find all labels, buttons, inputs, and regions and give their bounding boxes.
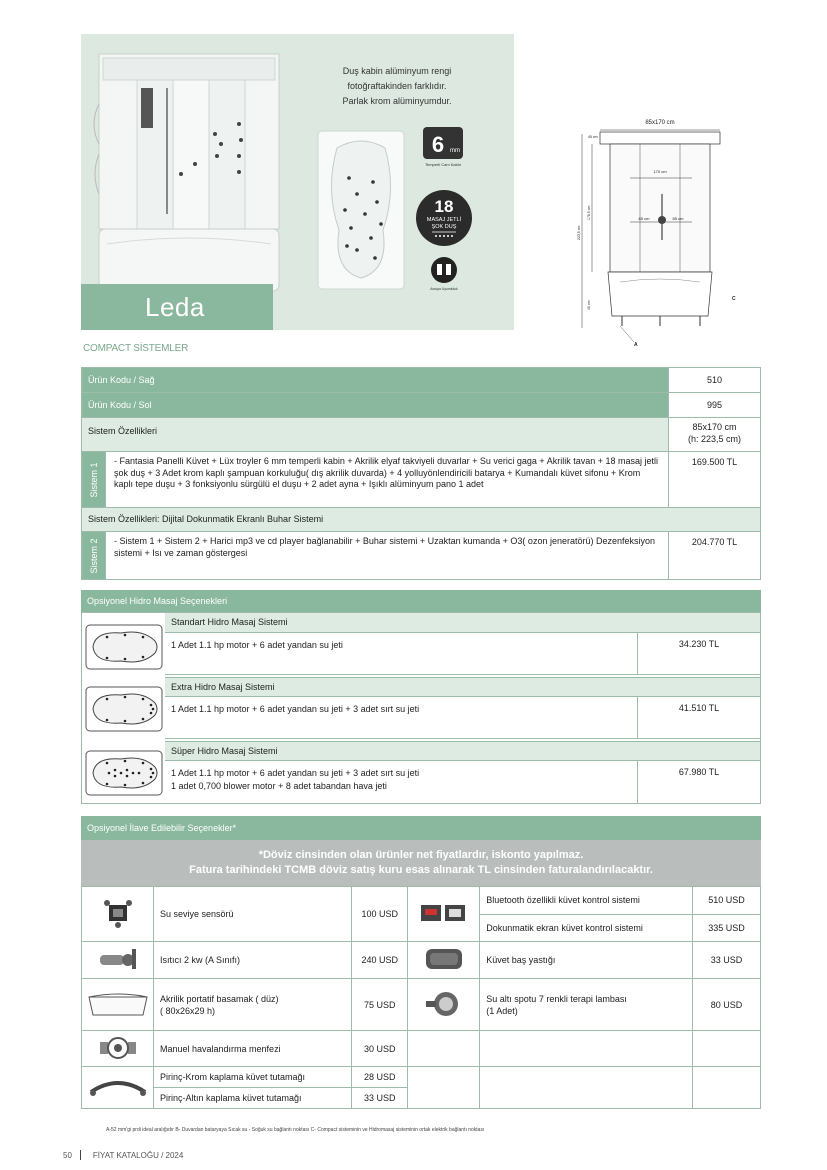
extra-item-name-line: (1 Adet) <box>486 1005 518 1016</box>
features-label: Sistem Özellikleri <box>82 418 669 452</box>
badge-18-line2: ŞOK DUŞ <box>431 224 457 230</box>
drawing-mid-dim: 85 cm <box>638 216 650 221</box>
system-2-price: 204.770 TL <box>669 532 761 580</box>
glass-6mm-badge-icon <box>422 126 464 168</box>
system-1-description: - Fantasia Panelli Küvet + Lüx troyler 6 mm temperli kabin + Akrilik elyaf takviyeli duvarlar + Su verici gaga + Akrilik tavan + 18 masaj jetli şok duş + 3 Adet krom kaplı şampuan korkuluğu( dış akrilik duvarda) + 4 yolluyönlendiricili batarya + Kumandalı küvet sifonu + Krom kaplı tepe duşu + 3 fonksiyonlu sürgülü el duşu + 2 adet ayna + Işıklı alüminyum pano 1 adet <box>106 452 669 508</box>
extra-item-name-line: Su altı spotu 7 renkli terapi lambası <box>486 993 627 1004</box>
color-note <box>307 64 487 109</box>
extra-item-name <box>154 979 352 1031</box>
technical-drawing <box>560 110 760 350</box>
code-right-label: Ürün Kodu / Sağ <box>82 368 669 393</box>
drawing-side-dim: 178,5 cm <box>587 205 591 220</box>
extra-item-price: 30 USD <box>352 1031 408 1067</box>
catalog-title: FİYAT KATALOĞU / 2024 <box>92 1151 184 1160</box>
drawing-marker-a: A <box>634 342 638 348</box>
features-value <box>669 418 761 452</box>
empty-cell <box>693 1031 761 1067</box>
empty-cell <box>480 1031 693 1067</box>
drawing-inner-dim: 170 cm <box>653 169 667 174</box>
hydro-option-price: 34.230 TL <box>638 633 760 675</box>
extra-item-price: 100 USD <box>352 887 408 942</box>
badge-6-unit: mm <box>450 148 460 154</box>
page-number: 50 <box>63 1151 72 1160</box>
empty-cell <box>480 1067 693 1109</box>
extra-item-price: 33 USD <box>352 1088 408 1109</box>
system-table <box>81 367 761 580</box>
control-panel-icon <box>408 887 480 942</box>
features-value-line: (h: 223,5 cm) <box>687 434 742 444</box>
badge-hm-caption: Avrupa Uyumluluk <box>430 287 458 291</box>
code-right-value: 510 <box>669 368 761 393</box>
tub-handle-icon <box>82 1067 154 1109</box>
extra-item-name <box>480 979 693 1031</box>
extra-item-name: Isıtıcı 2 kw (A Sınıfı) <box>154 942 352 979</box>
extra-item-price: 335 USD <box>693 914 761 942</box>
extras-table <box>81 886 761 1109</box>
hydro-options-header: Opsiyonel Hidro Masaj Seçenekleri <box>81 590 761 612</box>
hydro-option-description-line: 1 Adet 1.1 hp motor + 6 adet yandan su jeti + 3 adet sırt su jeti <box>171 768 420 778</box>
hydro-option-name: Standart Hidro Masaj Sistemi <box>165 613 760 633</box>
system-2-side-label <box>82 532 106 580</box>
currency-notice <box>81 840 761 886</box>
drawing-side-dim: 45 cm <box>588 135 598 139</box>
heater-icon <box>82 942 154 979</box>
system-1-side-text: Sistem 1 <box>88 461 99 498</box>
empty-cell <box>693 1067 761 1109</box>
system-2-description: - Sistem 1 + Sistem 2 + Harici mp3 ve cd player bağlanabilir + Buhar sistemi + Uzaktan kumanda + O3( ozon jeneratörü) Dezenfeksiyon sistemi + Isı ve zaman göstergesi <box>106 532 669 580</box>
extra-item-name: Küvet baş yastığı <box>480 942 693 979</box>
hydro-option-description-line: 1 adet 0,700 blower motor + 8 adet tabandan hava jeti <box>171 781 387 791</box>
color-note-line: Parlak krom alüminyumdur. <box>342 96 452 106</box>
footer-divider <box>80 1150 81 1160</box>
extra-item-price: 80 USD <box>693 979 761 1031</box>
hm-compliance-badge-icon <box>429 256 459 292</box>
extra-item-price: 240 USD <box>352 942 408 979</box>
code-left-value: 995 <box>669 393 761 418</box>
page-footer <box>63 1150 183 1160</box>
empty-icon-cell <box>408 1031 480 1067</box>
section-label: COMPACT SİSTEMLER <box>83 343 189 354</box>
extra-item-price: 510 USD <box>693 887 761 915</box>
extra-item-name: Pirinç-Krom kaplama küvet tutamağı <box>154 1067 352 1088</box>
product-title-panel <box>81 284 273 330</box>
drawing-mid-dim: 85 cm <box>672 216 684 221</box>
hydro-option-price: 41.510 TL <box>638 697 760 739</box>
footnote: A-52 mm'gi prdi ideal aralığıdır B- Duvardan bataryaya Sıcak su - Soğuk su bağlantı noktası C- Compact sisteminin ve Hidromasaj sisteminin ortak elektrik bağlantı noktası <box>106 1127 485 1133</box>
currency-notice-line: Fatura tarihindeki TCMB döviz satış kuru esas alınarak TL cinsinden faturalandırılacaktır. <box>189 864 653 876</box>
hydro-options-box <box>81 612 761 804</box>
color-note-line: fotoğraftakinden farklıdır. <box>347 81 447 91</box>
super-tub-icon <box>85 749 163 797</box>
extra-item-price: 75 USD <box>352 979 408 1031</box>
extra-item-name: Su seviye sensörü <box>154 887 352 942</box>
color-note-line: Duş kabin alüminyum rengi <box>342 66 452 76</box>
system-1-price: 169.500 TL <box>669 452 761 508</box>
empty-icon-cell <box>408 1067 480 1109</box>
drawing-top-dim: 85x170 cm <box>645 120 675 126</box>
features-value-line: 85x170 cm <box>692 422 737 432</box>
system-2-side-text: Sistem 2 <box>88 537 99 574</box>
hydro-option-price: 67.980 TL <box>678 767 720 777</box>
jets-18-badge-icon <box>414 188 474 248</box>
extra-tub-icon <box>85 685 163 733</box>
extra-item-name: Pirinç-Altın kaplama küvet tutamağı <box>154 1088 352 1109</box>
extra-item-name: Dokunmatik ekran küvet kontrol sistemi <box>480 914 693 942</box>
extra-item-price: 33 USD <box>693 942 761 979</box>
tub-pillow-icon <box>408 942 480 979</box>
hydro-option-description <box>165 761 638 803</box>
extra-item-price: 28 USD <box>352 1067 408 1088</box>
extra-item-name: Manuel havalandırma menfezi <box>154 1031 352 1067</box>
hydro-option-description: 1 Adet 1.1 hp motor + 6 adet yandan su jeti + 3 adet sırt su jeti <box>165 697 638 739</box>
extra-item-name: Bluetooth özellikli küvet kontrol sistemi <box>480 887 693 915</box>
currency-notice-line: *Döviz cinsinden olan ürünler net fiyatlardır, iskonto yapılmaz. <box>258 849 584 861</box>
extra-item-name-line: Akrilik portatif basamak ( düz) <box>160 993 279 1004</box>
badge-18-line1: MASAJ JETLİ <box>426 217 462 223</box>
badge-6-caption: Temperli Cam Kabin <box>424 162 462 167</box>
shower-cabin-image <box>89 44 289 309</box>
hydro-option-name: Extra Hidro Masaj Sistemi <box>165 677 760 697</box>
drawing-marker-c: C <box>732 296 736 302</box>
extra-item-name-line: ( 80x26x29 h) <box>160 1005 216 1016</box>
drawing-side-dim: 223,5 cm <box>577 225 581 240</box>
product-title: Leda <box>145 292 205 322</box>
underwater-light-icon <box>408 979 480 1031</box>
portable-step-icon <box>82 979 154 1031</box>
level-sensor-icon <box>82 887 154 942</box>
badge-18-number: 18 <box>434 197 454 216</box>
tub-top-view-image <box>317 130 405 290</box>
drawing-side-dim: 40 cm <box>587 300 591 310</box>
hydro-option-name: Süper Hidro Masaj Sistemi <box>165 741 760 761</box>
hydro-option-description: 1 Adet 1.1 hp motor + 6 adet yandan su jeti <box>165 633 638 675</box>
extras-header: Opsiyonel İlave Edilebilir Seçenekler* <box>81 816 761 840</box>
badge-6-number: 6 <box>431 132 445 157</box>
system-1-side-label <box>82 452 106 508</box>
code-left-label: Ürün Kodu / Sol <box>82 393 669 418</box>
standard-tub-icon <box>85 623 163 671</box>
system-2-header: Sistem Özellikleri: Dijital Dokunmatik Ekranlı Buhar Sistemi <box>82 508 761 532</box>
vent-icon <box>82 1031 154 1067</box>
